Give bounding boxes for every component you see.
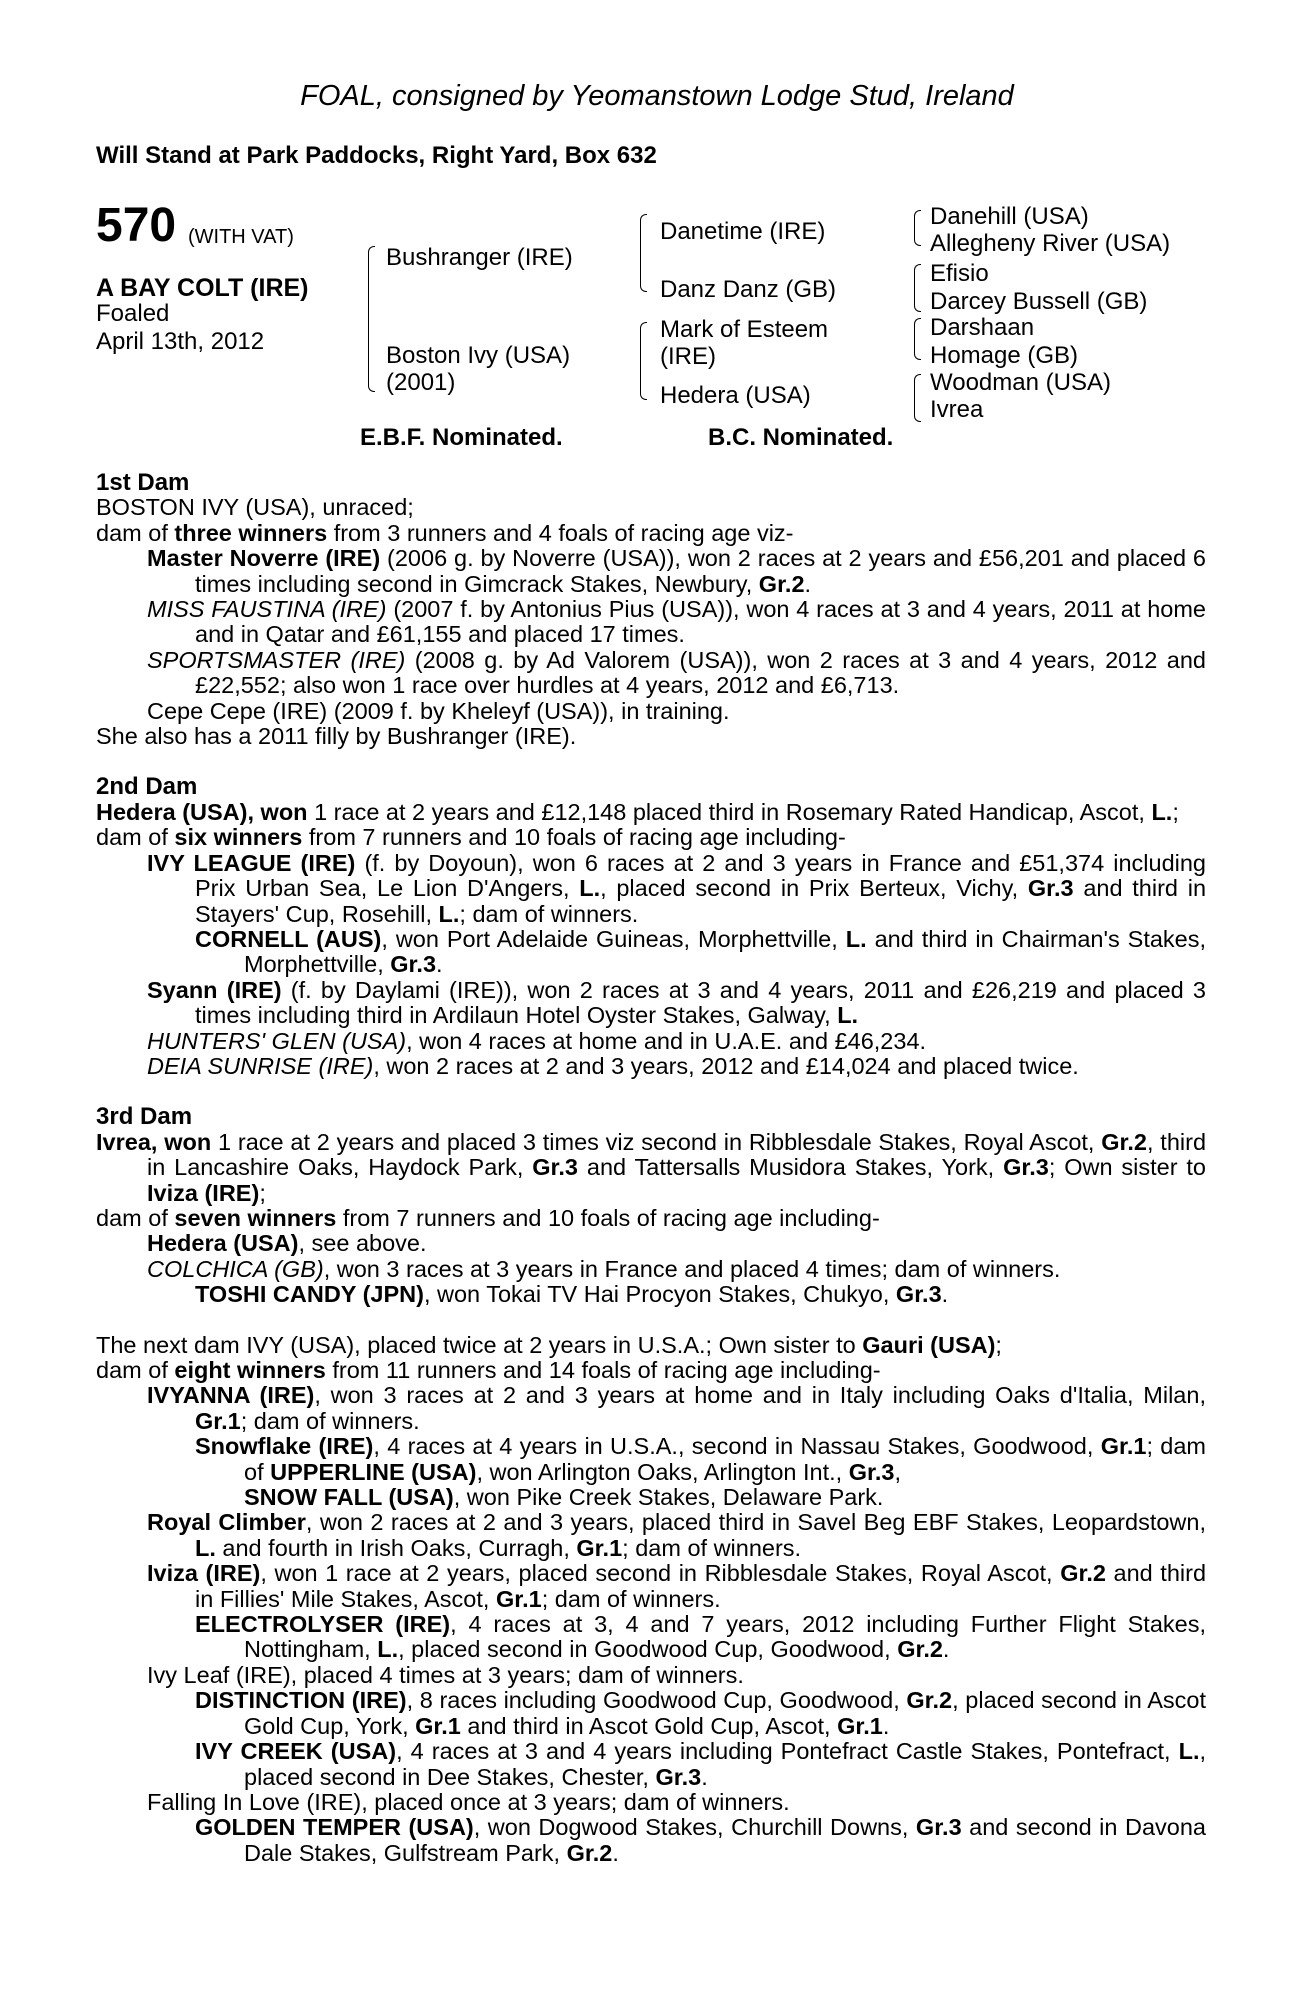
next-dam-produce: Snowflake (IRE), 4 races at 4 years in U.S.A., second in Nassau Stakes, Goodwood, Gr.1; dam of UPPERLINE (USA), won Arlington Oaks, Arlington Int., Gr.3, <box>195 1433 1207 1485</box>
consignor-heading: FOAL, consigned by Yeomanstown Lodge Stud, Ireland <box>300 80 1014 112</box>
next-dam-intro: The next dam IVY (USA), placed twice at 2 years in U.S.A.; Own sister to Gauri (USA); <box>96 1331 1002 1358</box>
next-dam-summary: dam of eight winners from 11 runners and 14 foals of racing age including- <box>96 1357 881 1383</box>
third-dam-runner: Hedera (USA), see above. <box>147 1230 427 1257</box>
pedigree-dds: Woodman (USA) <box>930 369 1111 396</box>
first-dam-runner: Master Noverre (IRE) (2006 g. by Noverre (USA)), won 2 races at 2 years and £56,201 and placed 6 times including second in Gimcrack Stakes, Newbury, Gr.2. <box>147 545 1206 597</box>
ebf-nomination: E.B.F. Nominated. <box>360 424 563 451</box>
third-dam-summary: dam of seven winners from 7 runners and 10 foals of racing age including- <box>96 1204 880 1231</box>
pedigree-dam-sire <box>660 316 828 370</box>
third-dam-produce: TOSHI CANDY (JPN), won Tokai TV Hai Procyon Stakes, Chukyo, Gr.3. <box>195 1281 949 1308</box>
next-dam-runner: Royal Climber, won 2 races at 2 and 3 years, placed third in Savel Beg EBF Stakes, Leopardstown, L. and fourth in Irish Oaks, Curragh, Gr.1; dam of winners. <box>147 1509 1206 1561</box>
pedigree-sdd: Darcey Bussell (GB) <box>930 288 1148 315</box>
pedigree-sds: Efisio <box>930 260 989 287</box>
pedigree-sire: Bushranger (IRE) <box>386 244 573 271</box>
first-dam-intro: BOSTON IVY (USA), unraced; <box>96 494 414 521</box>
pedigree-dam-dam: Hedera (USA) <box>660 382 811 409</box>
pedigree-sire-sire: Danetime (IRE) <box>660 218 826 245</box>
pedigree-brace-gen1 <box>368 246 375 392</box>
second-dam-runner: DEIA SUNRISE (IRE), won 2 races at 2 and 3 years, 2012 and £14,024 and placed twice. <box>147 1052 1079 1079</box>
second-dam-summary: dam of six winners from 7 runners and 10 foals of racing age including- <box>96 824 846 851</box>
second-dam-runner: IVY LEAGUE (IRE) (f. by Doyoun), won 6 races at 2 and 3 years in France and £51,374 including Prix Urban Sea, Le Lion D'Angers, L., placed second in Prix Berteux, Vichy, Gr.3 and third in Stayers' Cup, Rosehill, L.; dam of winners. <box>147 849 1207 927</box>
vat-note: (WITH VAT) <box>188 226 294 248</box>
next-dam-runner: IVYANNA (IRE), won 3 races at 2 and 3 years at home and in Italy including Oaks d'Italia, Milan, Gr.1; dam of winners. <box>147 1382 1206 1434</box>
pedigree-brace-sd <box>914 264 921 312</box>
pedigree-ddd: Ivrea <box>930 396 984 423</box>
next-dam-produce: GOLDEN TEMPER (USA), won Dogwood Stakes, Churchill Downs, Gr.3 and second in Davona Dale Stakes, Gulfstream Park, Gr.2. <box>195 1814 1206 1866</box>
second-dam-heading: 2nd Dam <box>96 773 198 801</box>
pedigree-dam-sire-name: Mark of Esteem <box>660 316 829 343</box>
next-dam-produce: IVY CREEK (USA), 4 races at 3 and 4 years including Pontefract Castle Stakes, Pontefract, L., placed second in Dee Stakes, Chester, Gr.3. <box>195 1738 1207 1790</box>
pedigree-sire-dam: Danz Danz (GB) <box>660 276 837 303</box>
stand-location: Will Stand at Park Paddocks, Right Yard, Box 632 <box>96 142 657 169</box>
lot-number: 570 <box>96 199 177 252</box>
second-dam-runner: HUNTERS' GLEN (USA), won 4 races at home and in U.A.E. and £46,234. <box>147 1027 927 1054</box>
next-dam-runner: Falling In Love (IRE), placed once at 3 years; dam of winners. <box>147 1788 790 1815</box>
third-dam-heading: 3rd Dam <box>96 1103 193 1131</box>
second-dam-intro: Hedera (USA), won 1 race at 2 years and £12,148 placed third in Rosemary Rated Handicap, Ascot, L.; <box>96 798 1179 825</box>
first-dam-note: She also has a 2011 filly by Bushranger (IRE). <box>96 723 577 750</box>
first-dam-heading: 1st Dam <box>96 469 190 496</box>
next-dam-runner: Ivy Leaf (IRE), placed 4 times at 3 years; dam of winners. <box>147 1661 744 1688</box>
first-dam-runner: SPORTSMASTER (IRE) (2008 g. by Ad Valorem (USA)), won 2 races at 3 and 4 years, 2012 and £22,552; also won 1 race over hurdles at 4 years, 2012 and £6,713. <box>147 646 1206 699</box>
first-dam-runner: Cepe Cepe (IRE) (2009 f. by Kheleyf (USA)), in training. <box>147 697 730 724</box>
pedigree-dam-sire-country: (IRE) <box>660 343 716 370</box>
next-dam-produce: DISTINCTION (IRE), 8 races including Goodwood Cup, Goodwood, Gr.2, placed second in Ascot Gold Cup, York, Gr.1 and third in Ascot Gold Cup, Ascot, Gr.1. <box>195 1687 1206 1739</box>
pedigree-brace-dam <box>640 322 647 400</box>
pedigree-brace-ds <box>914 318 921 360</box>
pedigree-brace-sire <box>640 214 647 292</box>
first-dam-runner: MISS FAUSTINA (IRE) (2007 f. by Antonius Pius (USA)), won 4 races at 3 and 4 years, 2011 at home and in Qatar and £61,155 and placed 17 times. <box>147 596 1206 648</box>
pedigree-dam-year: (2001) <box>386 369 456 396</box>
first-dam-summary: dam of three winners from 3 runners and 4 foals of racing age viz- <box>96 519 794 546</box>
foaled-date: April 13th, 2012 <box>96 328 265 355</box>
pedigree-brace-dd <box>914 374 921 422</box>
pedigree-dam-name: Boston Ivy (USA) <box>386 342 571 369</box>
foaled-info <box>96 300 264 356</box>
lot-name: A BAY COLT (IRE) <box>96 274 309 302</box>
foaled-label: Foaled <box>96 300 170 327</box>
next-dam-produce: ELECTROLYSER (IRE), 4 races at 3, 4 and 7 years, 2012 including Further Flight Stakes, Nottingham, L., placed second in Goodwood Cup, Goodwood, Gr.2. <box>195 1611 1206 1663</box>
bc-nomination: B.C. Nominated. <box>708 424 894 451</box>
next-dam-produce: SNOW FALL (USA), won Pike Creek Stakes, Delaware Park. <box>244 1484 884 1511</box>
pedigree-dss: Darshaan <box>930 314 1035 341</box>
pedigree-sss: Danehill (USA) <box>930 203 1089 230</box>
third-dam-runner: COLCHICA (GB), won 3 races at 3 years in France and placed 4 times; dam of winners. <box>147 1255 1061 1282</box>
second-dam-runner: Syann (IRE) (f. by Daylami (IRE)), won 2 races at 3 and 4 years, 2011 and £26,219 and placed 3 times including third in Ardilaun Hotel Oyster Stakes, Galway, L. <box>147 976 1206 1029</box>
catalogue-body <box>96 470 1206 1866</box>
pedigree-dam <box>386 342 570 396</box>
pedigree-brace-ss <box>914 210 921 246</box>
third-dam-intro: Ivrea, won 1 race at 2 years and placed 3 times viz second in Ribblesdale Stakes, Royal Ascot, Gr.2, third in Lancashire Oaks, Haydock Park, Gr.3 and Tattersalls Musidora Stakes, York, Gr.3; Own sister to Iviza (IRE); <box>96 1128 1207 1206</box>
second-dam-produce: CORNELL (AUS), won Port Adelaide Guineas, Morphettville, L. and third in Chairman's Stakes, Morphettville, Gr.3. <box>195 925 1207 978</box>
pedigree-dsd: Homage (GB) <box>930 342 1079 369</box>
next-dam-runner: Iviza (IRE), won 1 race at 2 years, placed second in Ribblesdale Stakes, Royal Ascot, Gr.2 and third in Fillies' Mile Stakes, Ascot, Gr.1; dam of winners. <box>147 1560 1207 1612</box>
pedigree-ssd: Allegheny River (USA) <box>930 230 1171 257</box>
